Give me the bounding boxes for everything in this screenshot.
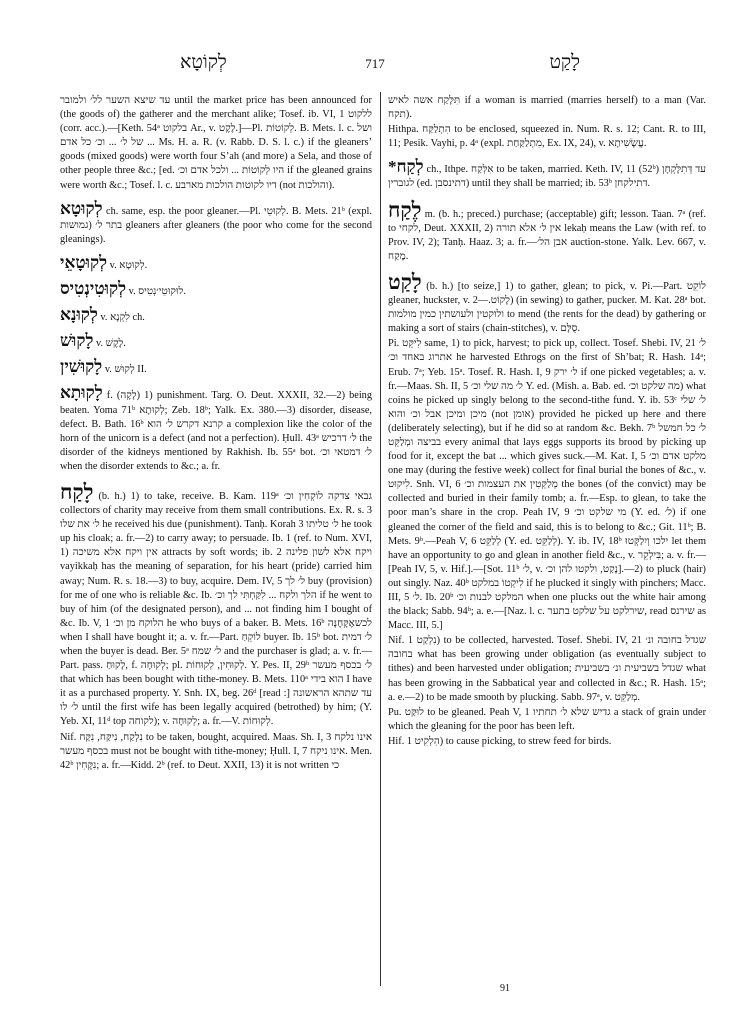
entry-headword: לָקַט (388, 269, 422, 294)
entry-text: (b. h.) [to seize,] 1) to gather, glean; to pick, v. Pi.—Part. לוֹקֵט gleaner, huckster, v. לָקוֹט.—2) (in sewing) to gather, pucker. M. Kat. 28ᵃ bot. ולוקטין ולעושתין כמין מולמות to mend (the rents for the dead) by gathering or making a sort of stairs (chain-stitches), v. סֻלָּם. (388, 280, 706, 335)
dictionary-entry (388, 199, 706, 264)
entry-headword: *לְקַח (388, 157, 424, 177)
dictionary-entry (388, 735, 706, 749)
page-number: 717 (365, 56, 385, 71)
dictionary-entry (388, 706, 706, 734)
dictionary-entry (388, 123, 706, 151)
entry-text: v. לֶקֶשׁ. (96, 338, 126, 350)
header-headword-right: לָקַט (549, 52, 580, 73)
entry-text: ch. same, esp. the poor gleaner.—Pl. לְקוּטֵי. B. Mets. 21ᵇ (expl. גמושות) בתר ל׳ gleaners after gleaners (the poor who come for the second gleanings). (60, 205, 372, 245)
entry-headword: לָקַח (60, 479, 94, 504)
entry-text: ch., Ithpe. אִלְּקַח to be taken, married. Keth. IV, 11 (52ᵇ) עד דְּתִלָּקְחָן לגוברין (ed. דתינסבן) until they shall be married; ib. 53ᵇ דתילקחן. (388, 164, 706, 190)
dictionary-entry (60, 731, 372, 773)
signature-mark: 91 (500, 983, 510, 994)
entry-headword: לָקוּתָא (60, 383, 103, 403)
entry-headword: לָקוּשׁ (60, 331, 94, 351)
entry-text: עד שיצא השער לל׳ ולמובר until the market price has been announced for (the goods of) the gatherer and the merchant alike; Tosef. ib. VI, 1 ללקוט (corr. acc.).—[Keth. 54ᵃ בלקוט Ar., v. לֶקֶט.]—Pl. לְקוֹטוֹת. B. Mets. l. c. ושל ... של ל׳ ... וכ׳ כל אדם Ms. H. a. R. (v. Rabb. D. S. l. c.) if the gleaners’ goods (mixed goods) were worth four S’ah (and more) a Sela, and those of other people three &c.; [ed. היו לְקוֹטוֹת ... ולכל אדם וכ׳ if the gleaned grains were worth &c.; Tosef. l. c. דיו לקוטות הולכות מארבע (not והולכות). (60, 95, 372, 191)
dictionary-entry (60, 481, 372, 730)
entry-text: (b. h.) 1) to take, receive. B. Kam. 119ᵃ גבאי צדקה לוֹקְחִין וכ׳ collectors of charity may receive from them small contributions. Ex. R. s. 3 ל׳ את שלו he received his due (punishment). Tanḥ. Korah 3 ל׳ טליתו he took up his cloak; a. fr.—2) to carry away; to persuade. Ib. 1 (ref. to Num. XVI, 1) אין ויקח אלא משיכה attracts by soft words; ib. 2 ויקח אלא לשון פלינה vayikkaḥ has the meaning of separation, for his heart (pride) carried him away; Num. R. s. 18.—3) to buy, acquire. Dem. IV, 5 ל׳ לך buy (provision) for me of one who is reliable &c. Ib. הלך ולקח ... לִקַּחְתִּי לך וכ׳ if he went to buy of him (of the designated person), and ... not finding him I bought of &c. Ib. V, 1 הלוקח מן וכ׳ he who buys of a baker. B. Mets. 16ᵇ לכשאֶקָּחֶנָּה when I shall have bought it; a. v. fr.—Part. לוֹקֵחַ buyer. Ib. 15ᵇ bot. ל׳ דמית when the buyer is dead. Ber. 5ᵃ ל׳ שמח and the purchaser is glad; a. v. fr.—Part. pass. לָקוּחַ, f. לְקוּחָה; pl. לְקוּחִין, לְקוּחוֹת. Y. Pes. II, 29ᵇ ל׳ בכסף מעשר that which has been bought with tithe-money. B. Mets. 110ᵃ הוא בידי I have it as a purchased property. Y. Snh. IX, beg. 26ᵈ [read :] עד שתהא הראשונה ל׳ לו until the first wife has been legally acquired (betrothed) by him; (Y. Yeb. XI, 11ᵈ top לקוחה); v. לְקוּחָה; a. fr.—V. לְקוּחוֹת. (60, 490, 372, 728)
right-column (388, 94, 706, 988)
entry-text: תִּלָּקַח אשה לאיש if a woman is married (marries herself) to a man (Var. תקח). (388, 95, 706, 121)
entry-text: m. (b. h.; preced.) purchase; (acceptable) gift; lesson. Taan. 7ᵃ (ref. to לקחי, Deut. XXXII, 2) אין ל׳ אלא תורה lekaḥ means the Law (with ref. to Prov. IV, 2); Tanḥ. Haaz. 3; a. fr.—אבן הל׳ auction-stone. Yalk. Lev. 667, v. מֶקַח. (388, 208, 706, 262)
column-divider (380, 92, 381, 986)
dictionary-entry (60, 280, 372, 299)
dictionary-entry (388, 634, 706, 704)
entry-headword: לְקוּטָא (60, 198, 103, 218)
header-headword-left: לְקוֹטָא (180, 52, 227, 73)
entry-headword: לָקוּשִׁין (60, 357, 103, 377)
entry-text: v. לוּקוּטֵי׳נְטִיס. (128, 286, 186, 298)
dictionary-entry (388, 271, 706, 336)
entry-headword: לְקוּטִינְטִיס (60, 279, 127, 299)
entry-text: Hithpa. הִתְלַקַּח to be enclosed, squeezed in. Num. R. s. 12; Cant. R. to III, 11; Pesik. Vayhi, p. 4ᵃ (expl. מִתְלַקַּחַת, Ex. IX, 24), v. עֲשָׂשִׁיתָא. (388, 124, 706, 150)
entry-text: v. לְקוּטָא. (109, 259, 148, 271)
entry-headword: לְקוּנָא (60, 305, 98, 325)
entry-text: v. לְקוּשׁ II. (104, 364, 147, 376)
running-header (60, 52, 690, 78)
dictionary-entry (388, 158, 706, 191)
dictionary-entry (60, 332, 372, 351)
entry-headword: לֶקַח (388, 197, 422, 222)
entry-text: Pi. לִיקֵּט same, 1) to pick, harvest; to pick up, collect. Tosef. Shebi. IV, 21 ל׳ אתרוג באחד וכ׳ he harvested Ethrogs on the first of Sh’bat; R. Hash. 14ᵃ; Erub. 7ᵃ; Yeb. 15ᵃ. Tosef. R. Hash. I, 9 ל׳ ירק if one picked vegetables; a. v. fr.—Maas. Sh. II, 5 ל׳ מה שלי וכ׳ Y. ed. (Mish. a. Bab. ed. מה שלקט וכ׳) what coins he picked up singly belong to the second-tithe fund. Y. ib. 53ᶜ ל׳ שלי מיכן ומיכן אבל וכ׳ והוא (not אומן) provided he picked up here and there (deliberately selecting), but if he did so at random &c. Bekh. 7ᵇ ל׳ כל חמשל בביצה ומְלַקֵּט every animal that lays eggs supports its brood by picking up food for it, except the bat ... which gives suck.—M. Kat. I, 5 מלקט אדם וכ׳ one may (during the festive week) collect for final burial the bones of &c., v. לִיקוּט. Snh. VI, 6 מְלַקְּטִין את העצמות וכ׳ the bones (of the convict) may be collected and buried in their family tomb; a. fr.—Esp. to glean, to take the poor man’s share in the crop. Peah IV, 9 מי שלקט וכ׳ (Y. ed. ל׳) if one gleaned the corner of the field and said, this is to belong to &c.; Git. 11ᵇ; B. Mets. 9ᵇ.—Peah V, 6 לְלַקֵּט (Y. ed. לְלַקֵּט). Y. ib. IV, 18ᵇ ילכו וְיִלַקְּטוּ let them have an opportunity to go and glean in another field &c., v. בִּילְקֵר; a. v. fr.—[Peah IV, 5, v. Hif.].—[Sot. 11ᵇ ל׳, v. נָקַט, ולקטו להן וכ׳].—2) to pluck (hair) out singly. Naz. 40ᵇ לִיקְטוֹ במלקט if he plucked it singly with pinchers; Macc. III, 5 ל׳. Ib. 20ᵇ המלקט לבנות וכ׳ when one plucks out the white hair among the black; Sabb. 94ᵇ; a. e.—[Naz. l. c. שירלקט על שלקט בתער, read שירנס as Macc. III, 5.] (388, 338, 706, 632)
dictionary-entry (60, 254, 372, 273)
dictionary-entry (60, 358, 372, 377)
left-column (60, 94, 372, 988)
dictionary-entry (60, 94, 372, 193)
dictionary-entry (60, 200, 372, 247)
entry-headword: לְקוּטָאֵי (60, 252, 108, 272)
entry-text: Nif. נִלְקַח, נִיקַּח, נִקַּח to be taken, bought, acquired. Maas. Sh. I, 3 אינו נלקח בכסף מעשר must not be bought with tithe-money; Ḥull. I, 7 אינו ניקח. Men. 42ᵇ נִקָּחִין; a. fr.—Kidd. 2ᵇ (ref. to Deut. XXII, 13) it is not written כי (60, 731, 372, 771)
dictionary-entry (60, 306, 372, 325)
dictionary-entry (388, 337, 706, 633)
dictionary-entry (60, 384, 372, 474)
entry-text: f. (לָקָה) 1) punishment. Targ. O. Deut. XXXII, 32.—2) being beaten. Yoma 71ᵇ לְקוּתָא; Zeb. 18ᵇ; Yalk. Ex. 380.—3) disorder, disease, defect. B. Bath. 16ᵇ קרנא דקרש ל׳ הוא a complexion like the color of the horn of the unicorn is a defect (and not a perfection). Ḥull. 43ᵃ ל׳ דרכיש the disorder of the kidneys mentioned by Rakhish. Ib. 55ᵃ bot. ל׳ דמטאי וכ׳ when the disorder extends to &c.; a. fr. (60, 390, 372, 472)
entry-text: Nif. נִלְקַט 1) to be collected, harvested. Tosef. Shebi. IV, 21 שגדל בחובה ונ׳ בחובה what has been growing under obligation (as eventually subject to tithes) and been harvested under obligation; שגדל בשביעית ונ׳ בשביעית what has been growing in the Sabbatical year and collected in &c.; R. Hash. 15ᵃ; a. e.—2) to be made smooth by plucking. Sabb. 97ᵃ, v. מְלַקֵּט. (388, 635, 706, 703)
entry-text: Pu. לוּקַּט to be gleaned. Peah V, 1 גדיש שלא ל׳ תחתיו a stack of grain under which the gleaning for the poor has been left. (388, 706, 706, 732)
entry-text: v. לִקְנָא ch. (100, 312, 145, 324)
dictionary-entry (388, 94, 706, 122)
entry-text: Hif. הִלְקִיט 1) to cause picking, to strew feed for birds. (388, 735, 612, 747)
